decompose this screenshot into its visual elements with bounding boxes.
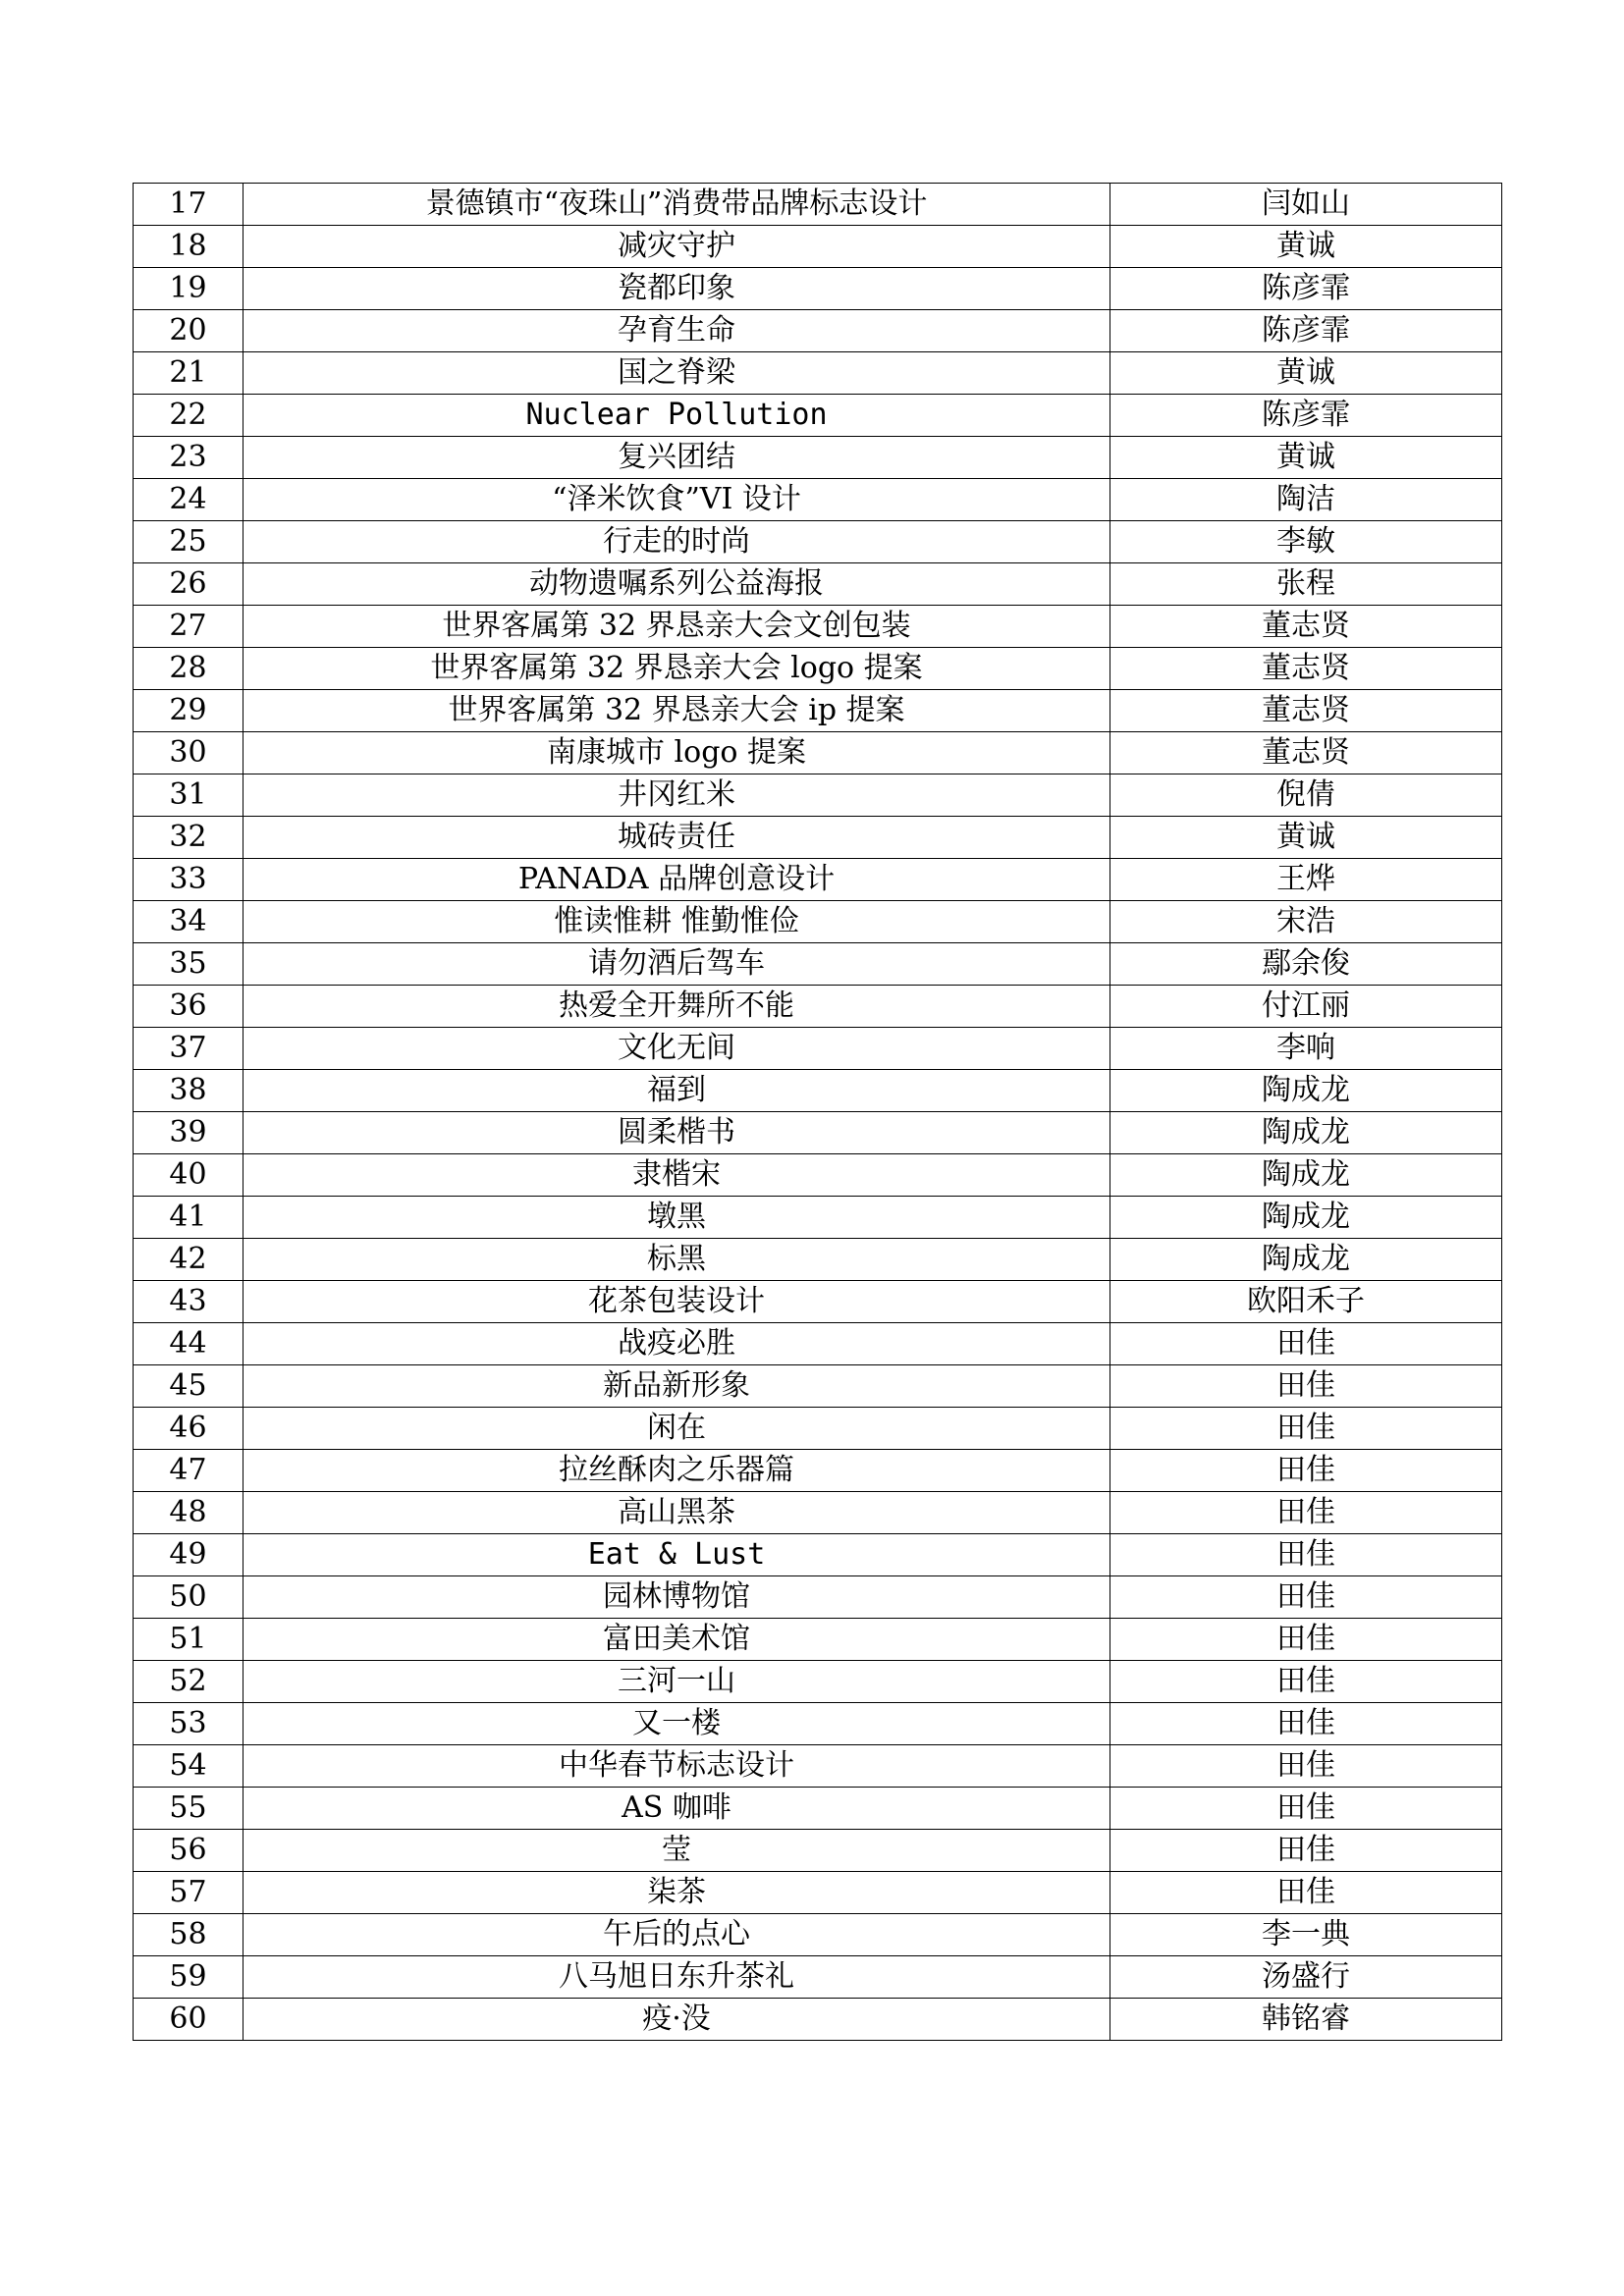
cell-author: 田佳 xyxy=(1110,1365,1502,1408)
table-row xyxy=(134,226,1502,268)
table-row xyxy=(134,1365,1502,1408)
cell-author: 李一典 xyxy=(1110,1914,1502,1956)
table-row xyxy=(134,521,1502,563)
table-row xyxy=(134,1830,1502,1872)
cell-author: 陶成龙 xyxy=(1110,1197,1502,1239)
cell-author: 陶成龙 xyxy=(1110,1070,1502,1112)
cell-author: 田佳 xyxy=(1110,1450,1502,1492)
table-row xyxy=(134,1239,1502,1281)
cell-title: 城砖责任 xyxy=(244,817,1110,859)
cell-number: 45 xyxy=(134,1365,244,1408)
cell-author: 田佳 xyxy=(1110,1788,1502,1830)
cell-title: 动物遗嘱系列公益海报 xyxy=(244,563,1110,606)
cell-number: 27 xyxy=(134,606,244,648)
cell-author: 陈彦霏 xyxy=(1110,395,1502,437)
cell-number: 38 xyxy=(134,1070,244,1112)
cell-author: 黄诚 xyxy=(1110,352,1502,395)
cell-author: 倪倩 xyxy=(1110,774,1502,817)
cell-author: 陶成龙 xyxy=(1110,1112,1502,1154)
cell-author: 黄诚 xyxy=(1110,817,1502,859)
cell-author: 王烨 xyxy=(1110,859,1502,901)
cell-author: 黄诚 xyxy=(1110,226,1502,268)
cell-author: 田佳 xyxy=(1110,1619,1502,1661)
cell-number: 56 xyxy=(134,1830,244,1872)
cell-author: 田佳 xyxy=(1110,1534,1502,1576)
cell-author: 田佳 xyxy=(1110,1830,1502,1872)
cell-title: 孕育生命 xyxy=(244,310,1110,352)
table-row xyxy=(134,817,1502,859)
cell-author: 陶成龙 xyxy=(1110,1154,1502,1197)
cell-author: 黄诚 xyxy=(1110,437,1502,479)
works-table xyxy=(133,183,1502,2041)
cell-number: 57 xyxy=(134,1872,244,1914)
cell-title: 瓷都印象 xyxy=(244,268,1110,310)
cell-number: 18 xyxy=(134,226,244,268)
cell-author: 汤盛行 xyxy=(1110,1956,1502,1999)
cell-title: 国之脊梁 xyxy=(244,352,1110,395)
cell-title: 减灾守护 xyxy=(244,226,1110,268)
table-row xyxy=(134,1070,1502,1112)
cell-number: 42 xyxy=(134,1239,244,1281)
cell-author: 董志贤 xyxy=(1110,732,1502,774)
cell-author: 鄢余俊 xyxy=(1110,943,1502,986)
cell-number: 46 xyxy=(134,1408,244,1450)
cell-title: 世界客属第 32 界恳亲大会 ip 提案 xyxy=(244,690,1110,732)
cell-author: 张程 xyxy=(1110,563,1502,606)
cell-number: 44 xyxy=(134,1323,244,1365)
cell-title: 墩黑 xyxy=(244,1197,1110,1239)
table-row xyxy=(134,268,1502,310)
table-row xyxy=(134,1999,1502,2041)
cell-number: 59 xyxy=(134,1956,244,1999)
cell-number: 28 xyxy=(134,648,244,690)
cell-number: 35 xyxy=(134,943,244,986)
cell-title: 园林博物馆 xyxy=(244,1576,1110,1619)
table-row xyxy=(134,859,1502,901)
cell-title: 花茶包装设计 xyxy=(244,1281,1110,1323)
cell-title: PANADA 品牌创意设计 xyxy=(244,859,1110,901)
cell-title: 标黑 xyxy=(244,1239,1110,1281)
cell-title: Eat & Lust xyxy=(244,1534,1110,1576)
cell-number: 33 xyxy=(134,859,244,901)
table-row xyxy=(134,943,1502,986)
cell-title: 热爱全开舞所不能 xyxy=(244,986,1110,1028)
table-row xyxy=(134,1745,1502,1788)
cell-number: 34 xyxy=(134,901,244,943)
cell-number: 26 xyxy=(134,563,244,606)
table-row xyxy=(134,1788,1502,1830)
cell-number: 54 xyxy=(134,1745,244,1788)
cell-title: 复兴团结 xyxy=(244,437,1110,479)
table-row xyxy=(134,352,1502,395)
cell-author: 陶洁 xyxy=(1110,479,1502,521)
cell-author: 田佳 xyxy=(1110,1745,1502,1788)
table-row xyxy=(134,1661,1502,1703)
table-row xyxy=(134,1872,1502,1914)
cell-title: 世界客属第 32 界恳亲大会文创包装 xyxy=(244,606,1110,648)
cell-title: 高山黑茶 xyxy=(244,1492,1110,1534)
cell-number: 49 xyxy=(134,1534,244,1576)
table-row xyxy=(134,1956,1502,1999)
table-row xyxy=(134,986,1502,1028)
cell-title: 惟读惟耕 惟勤惟俭 xyxy=(244,901,1110,943)
cell-author: 田佳 xyxy=(1110,1661,1502,1703)
table-row xyxy=(134,648,1502,690)
cell-author: 董志贤 xyxy=(1110,648,1502,690)
cell-number: 22 xyxy=(134,395,244,437)
table-row xyxy=(134,774,1502,817)
cell-title: 战疫必胜 xyxy=(244,1323,1110,1365)
table-row xyxy=(134,395,1502,437)
cell-number: 23 xyxy=(134,437,244,479)
cell-number: 21 xyxy=(134,352,244,395)
table-row xyxy=(134,1197,1502,1239)
cell-title: 世界客属第 32 界恳亲大会 logo 提案 xyxy=(244,648,1110,690)
cell-title: 井冈红米 xyxy=(244,774,1110,817)
cell-title: 新品新形象 xyxy=(244,1365,1110,1408)
cell-number: 31 xyxy=(134,774,244,817)
table-row xyxy=(134,1112,1502,1154)
cell-number: 52 xyxy=(134,1661,244,1703)
cell-number: 29 xyxy=(134,690,244,732)
cell-number: 25 xyxy=(134,521,244,563)
table-row xyxy=(134,1492,1502,1534)
table-row xyxy=(134,1154,1502,1197)
cell-author: 陈彦霏 xyxy=(1110,310,1502,352)
table-row xyxy=(134,184,1502,226)
cell-number: 37 xyxy=(134,1028,244,1070)
table-row xyxy=(134,1576,1502,1619)
table-row xyxy=(134,310,1502,352)
cell-number: 51 xyxy=(134,1619,244,1661)
cell-author: 韩铭睿 xyxy=(1110,1999,1502,2041)
cell-title: 八马旭日东升茶礼 xyxy=(244,1956,1110,1999)
cell-title: Nuclear Pollution xyxy=(244,395,1110,437)
table-row xyxy=(134,1914,1502,1956)
works-table-body xyxy=(134,184,1502,2041)
cell-title: 景德镇市“夜珠山”消费带品牌标志设计 xyxy=(244,184,1110,226)
cell-number: 47 xyxy=(134,1450,244,1492)
cell-number: 50 xyxy=(134,1576,244,1619)
cell-author: 田佳 xyxy=(1110,1492,1502,1534)
cell-number: 17 xyxy=(134,184,244,226)
cell-title: 柒茶 xyxy=(244,1872,1110,1914)
cell-number: 19 xyxy=(134,268,244,310)
cell-number: 55 xyxy=(134,1788,244,1830)
table-row xyxy=(134,437,1502,479)
table-row xyxy=(134,1323,1502,1365)
table-row xyxy=(134,1028,1502,1070)
table-row xyxy=(134,1619,1502,1661)
cell-title: 拉丝酥肉之乐器篇 xyxy=(244,1450,1110,1492)
cell-author: 陈彦霏 xyxy=(1110,268,1502,310)
cell-title: 南康城市 logo 提案 xyxy=(244,732,1110,774)
cell-title: 请勿酒后驾车 xyxy=(244,943,1110,986)
table-row xyxy=(134,1703,1502,1745)
cell-title: 行走的时尚 xyxy=(244,521,1110,563)
cell-author: 宋浩 xyxy=(1110,901,1502,943)
cell-title: 闲在 xyxy=(244,1408,1110,1450)
cell-title: 福到 xyxy=(244,1070,1110,1112)
table-row xyxy=(134,1408,1502,1450)
cell-title: 隶楷宋 xyxy=(244,1154,1110,1197)
cell-number: 24 xyxy=(134,479,244,521)
cell-number: 53 xyxy=(134,1703,244,1745)
table-row xyxy=(134,690,1502,732)
cell-author: 田佳 xyxy=(1110,1576,1502,1619)
table-row xyxy=(134,563,1502,606)
cell-number: 32 xyxy=(134,817,244,859)
cell-title: 又一楼 xyxy=(244,1703,1110,1745)
cell-number: 60 xyxy=(134,1999,244,2041)
cell-number: 39 xyxy=(134,1112,244,1154)
cell-title: 午后的点心 xyxy=(244,1914,1110,1956)
table-row xyxy=(134,606,1502,648)
cell-author: 田佳 xyxy=(1110,1323,1502,1365)
cell-author: 田佳 xyxy=(1110,1872,1502,1914)
cell-title: AS 咖啡 xyxy=(244,1788,1110,1830)
table-row xyxy=(134,732,1502,774)
cell-author: 董志贤 xyxy=(1110,606,1502,648)
cell-number: 41 xyxy=(134,1197,244,1239)
cell-author: 陶成龙 xyxy=(1110,1239,1502,1281)
cell-author: 李敏 xyxy=(1110,521,1502,563)
cell-author: 田佳 xyxy=(1110,1408,1502,1450)
cell-author: 闫如山 xyxy=(1110,184,1502,226)
cell-title: 富田美术馆 xyxy=(244,1619,1110,1661)
cell-number: 20 xyxy=(134,310,244,352)
cell-number: 43 xyxy=(134,1281,244,1323)
cell-author: 董志贤 xyxy=(1110,690,1502,732)
cell-author: 李响 xyxy=(1110,1028,1502,1070)
cell-title: 三河一山 xyxy=(244,1661,1110,1703)
cell-number: 40 xyxy=(134,1154,244,1197)
cell-number: 30 xyxy=(134,732,244,774)
cell-title: 中华春节标志设计 xyxy=(244,1745,1110,1788)
cell-number: 48 xyxy=(134,1492,244,1534)
cell-title: “泽米饮食”VI 设计 xyxy=(244,479,1110,521)
table-row xyxy=(134,1281,1502,1323)
cell-title: 莹 xyxy=(244,1830,1110,1872)
cell-number: 58 xyxy=(134,1914,244,1956)
cell-author: 田佳 xyxy=(1110,1703,1502,1745)
table-row xyxy=(134,901,1502,943)
cell-author: 欧阳禾子 xyxy=(1110,1281,1502,1323)
table-row xyxy=(134,1534,1502,1576)
cell-title: 疫·没 xyxy=(244,1999,1110,2041)
cell-number: 36 xyxy=(134,986,244,1028)
table-row xyxy=(134,479,1502,521)
cell-author: 付江丽 xyxy=(1110,986,1502,1028)
cell-title: 圆柔楷书 xyxy=(244,1112,1110,1154)
cell-title: 文化无间 xyxy=(244,1028,1110,1070)
table-row xyxy=(134,1450,1502,1492)
